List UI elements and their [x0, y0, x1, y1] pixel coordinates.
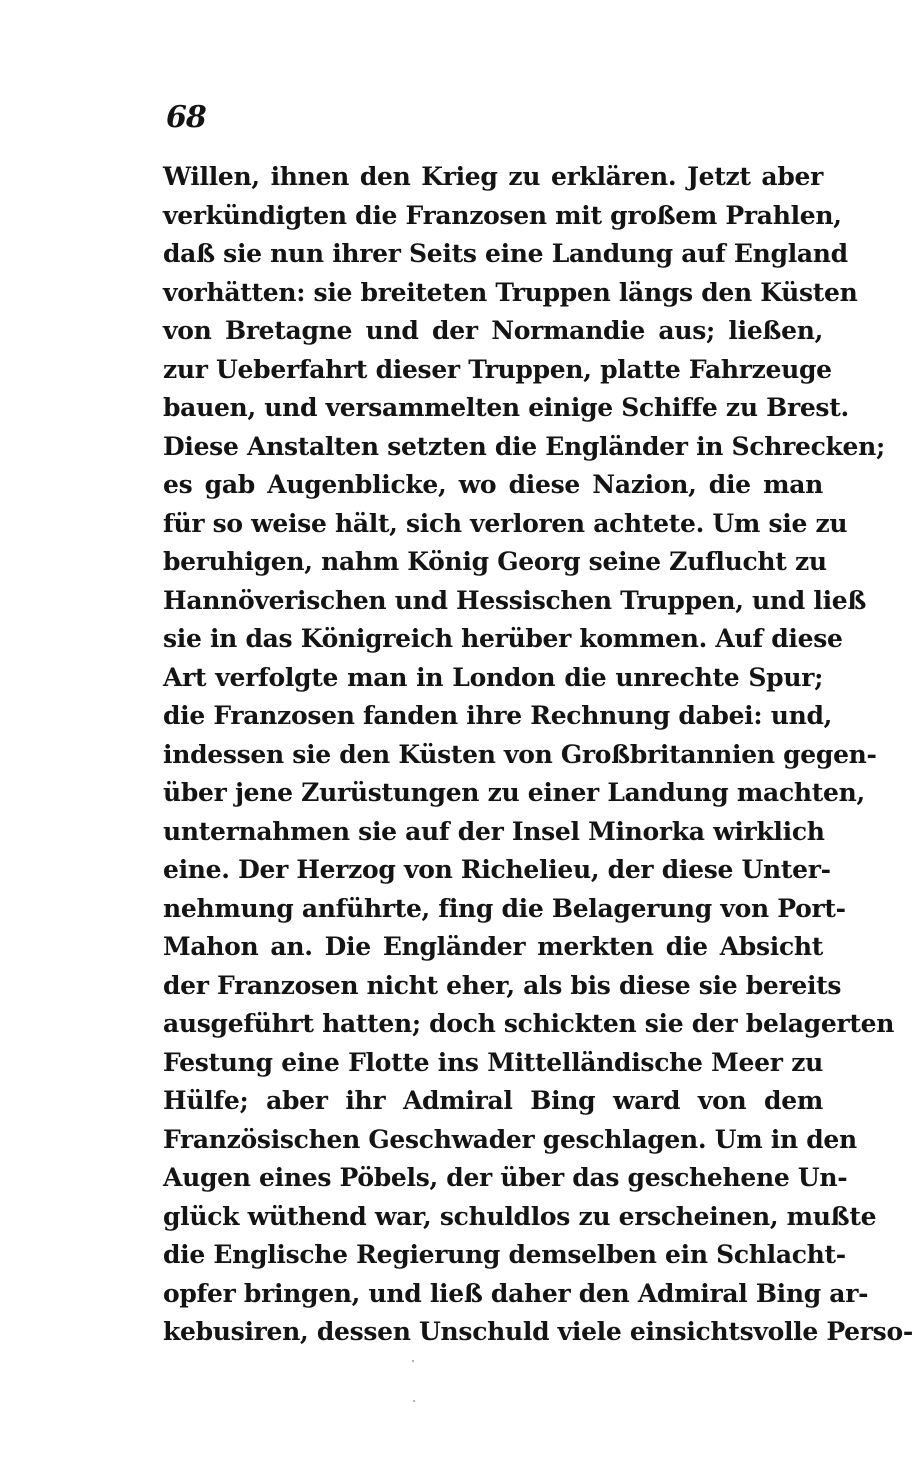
paper-speck [412, 1360, 414, 1362]
text-line: Hülfe; aber ihr Admiral Bing ward von dem [163, 1086, 823, 1115]
text-line: Hannöverischen und Hessischen Truppen, und ließ [163, 585, 867, 615]
text-line: kebusiren, dessen Unschuld viele einsichtsvolle Perso- [163, 1317, 913, 1346]
text-line: beruhigen, nahm König Georg seine Zuflucht zu [163, 547, 827, 576]
text-line: verkündigten die Franzosen mit großem Prahlen, [163, 200, 842, 230]
text-line: indessen sie den Küsten von Großbritannien gegen- [163, 739, 877, 769]
text-line: eine. Der Herzog von Richelieu, der diese Unter- [163, 855, 831, 884]
text-line: ausgeführt hatten; doch schickten sie der belagerten [163, 1009, 895, 1038]
text-line: unternahmen sie auf der Insel Minorka wirklich [163, 816, 825, 846]
text-line: es gab Augenblicke, wo diese Nazion, die man [163, 470, 823, 499]
text-line: Art verfolgte man in London die unrechte Spur; [163, 662, 823, 692]
text-line: Augen eines Pöbels, der über das geschehene Un- [163, 1163, 848, 1192]
text-line: Festung eine Flotte ins Mittelländische Meer zu [163, 1047, 823, 1077]
text-line: zur Ueberfahrt dieser Truppen, platte Fahrzeuge [163, 354, 832, 384]
text-line: Mahon an. Die Engländer merkten die Absicht [163, 932, 823, 961]
body-text [163, 158, 913, 1352]
text-line: die Franzosen fanden ihre Rechnung dabei: und, [163, 701, 833, 730]
text-line: Willen, ihnen den Krieg zu erklären. Jetzt aber [163, 162, 823, 191]
text-line: von Bretagne und der Normandie aus; ließen, [163, 316, 823, 345]
text-line: daß sie nun ihrer Seits eine Landung auf England [163, 239, 848, 268]
text-line: Diese Anstalten setzten die Engländer in Schrecken; [163, 431, 885, 461]
text-line: der Franzosen nicht eher, als bis diese sie bereits [163, 970, 842, 1000]
text-line: opfer bringen, und ließ daher den Admiral Bing ar- [163, 1278, 869, 1308]
text-line: für so weise hält, sich verloren achtete. Um sie zu [163, 508, 848, 538]
page-number: 68 [166, 100, 206, 135]
text-line: die Englische Regierung demselben ein Schlacht- [163, 1240, 846, 1269]
paper-speck [413, 1400, 415, 1402]
text-line: sie in das Königreich herüber kommen. Auf diese [163, 624, 843, 653]
text-line: nehmung anführte, fing die Belagerung von Port- [163, 893, 846, 923]
text-line: vorhätten: sie breiteten Truppen längs den Küsten [163, 277, 858, 307]
text-line: bauen, und versammelten einige Schiffe zu Brest. [163, 393, 849, 422]
text-line: glück wüthend war, schuldlos zu erscheinen, mußte [163, 1201, 877, 1231]
text-line: über jene Zurüstungen zu einer Landung machten, [163, 778, 865, 807]
text-line: Französischen Geschwader geschlagen. Um in den [163, 1124, 857, 1154]
